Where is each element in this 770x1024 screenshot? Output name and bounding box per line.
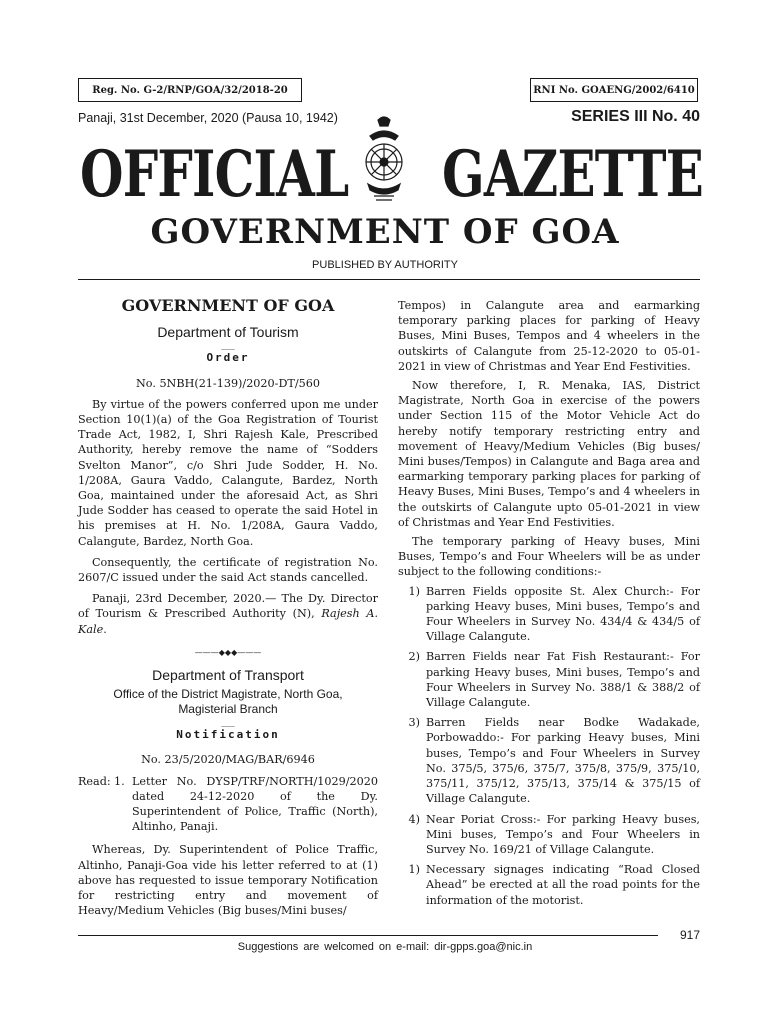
heading-dash: ___ <box>221 340 235 351</box>
registration-number-box <box>78 78 302 102</box>
department-tourism-heading: Department of Tourism <box>157 324 299 341</box>
notification-paragraph-3: The temporary parking of Heavy buses, Mini Buses, Tempo’s and Four Wheelers will be as under subject to the following conditions:- <box>398 535 700 579</box>
issue-date: Panaji, 31st December, 2020 (Pausa 10, 1942) <box>78 111 338 125</box>
section-ornament: ———◆◆◆——— <box>194 647 262 657</box>
notification-paragraph-continued: Tempos) in Calangute area and earmarking temporary parking places for parking of Heavy Buses, Mini Buses, Tempos and 4 wheelers in the outskirts of Calangute from 25-12-2020 to 05-01-2021 in view of Christmas and Year End Festivities. <box>398 299 700 373</box>
notification-label: Notification <box>176 728 280 742</box>
order-paragraph-1: By virtue of the powers conferred upon me under Section 10(1)(a) of the Goa Registration of Tourist Trade Act, 1982, I, Shri Rajesh Kale, Prescribed Authority, hereby remove the name of “Sodders Svelton Manor”, c/o Shri Jude Sodder, H. No. 1/208A, Gaura Vaddo, Calangute, Bardez, North Goa, maintained under the aforesaid Act, as Shri Jude Sodder has ceased to operate the said Hotel in his premises at H. No. 1/208A, Gaura Vaddo, Calangute, Bardez, North Goa. <box>78 397 378 548</box>
list-item: 1) Necessary signages indicating “Road Closed Ahead” be erected at all the road points for the information of the motorist. <box>408 863 700 907</box>
order-label: Order <box>206 351 250 365</box>
page-number: 917 <box>679 928 700 942</box>
list-item: 4) Near Poriat Cross:- For parking Heavy buses, Mini buses, Tempo’s and Four Wheelers in Survey No. 169/21 of Village Calangute. <box>408 812 700 856</box>
footer-divider <box>78 935 658 936</box>
masthead-official: OFFICIAL <box>80 137 349 212</box>
signatory-name: Rajesh A. Kale <box>78 607 378 636</box>
notification-number: No. 23/5/2020/MAG/BAR/6946 <box>141 753 315 767</box>
heading-dash-2: ___ <box>221 717 235 728</box>
order-number: No. 5NBH(21-139)/2020-DT/560 <box>136 376 320 390</box>
read-text: Letter No. DYSP/TRF/NORTH/1029/2020 dated 24-12-2020 of the Dy. Superintendent of Police, Traffic (North), Altinho, Panaji. <box>132 774 378 834</box>
series-number: SERIES III No. 40 <box>571 108 700 125</box>
footer-suggestions: Suggestions are welcomed on e-mail: dir-gpps.goa@nic.in <box>237 941 533 953</box>
parking-conditions-list <box>398 584 700 908</box>
masthead-gazette: GAZETTE <box>442 137 703 212</box>
right-column <box>398 298 700 913</box>
published-by-authority: PUBLISHED BY AUTHORITY <box>312 259 458 271</box>
notification-paragraph-1: Whereas, Dy. Superintendent of Police Traffic, Altinho, Panaji-Goa vide his letter referred to at (1) above has requested to issue temporary Notification for restricting entry and movement of Heavy/Medium Vehicles (Big buses/Mini buses/ <box>78 843 378 918</box>
section-heading-government: GOVERNMENT OF GOA <box>121 296 335 315</box>
registration-number: Reg. No. G-2/RNP/GOA/32/2018-20 <box>92 84 288 96</box>
list-item: 1) Barren Fields opposite St. Alex Church:- For parking Heavy buses, Mini buses, Tempo’s and Four Wheelers in Survey No. 434/4 & 434/5 of Village Calangute. <box>408 584 700 644</box>
read-reference <box>78 774 378 835</box>
left-column <box>78 296 378 919</box>
signature-end: . <box>103 622 107 636</box>
masthead <box>76 137 703 218</box>
list-item: 2) Barren Fields near Fat Fish Restaurant:- For parking Heavy buses, Mini buses, Tempo’s and Four Wheelers in Survey No. 388/1 & 388/2 of Village Calangute. <box>408 650 700 710</box>
branch-name: Magisterial Branch <box>178 702 278 717</box>
department-transport-heading: Department of Transport <box>152 667 304 684</box>
rni-number: RNI No. GOAENG/2002/6410 <box>533 84 695 96</box>
header-divider <box>78 279 700 280</box>
rni-number-box <box>530 78 698 102</box>
order-paragraph-2: Consequently, the certificate of registration No. 2607/C issued under the said Act stands cancelled. <box>78 555 378 585</box>
notification-paragraph-2: Now therefore, I, R. Menaka, IAS, District Magistrate, North Goa in exercise of the powers under Section 115 of the Motor Vehicle Act do hereby notify temporary restricting entry and movement of Heavy/Medium Vehicles (Big buses/ Mini buses/Tempos) in Calangute and Baga area and earmarking temporary parking places for parking of Heavy Buses, Mini Buses, Tempo’s and 4 wheelers in the outskirts of Calangute upto 05-01-2021 in view of Christmas and Year End Festivities. <box>398 379 700 529</box>
read-label: Read: <box>78 774 111 788</box>
list-item: 3) Barren Fields near Bodke Wadakade, Porbowaddo:- For parking Heavy buses, Mini buses, Tempo’s and Four Wheelers in Survey No. 375/5, 375/6, 375/7, 375/8, 375/9, 375/10, 375/11, 375/12, 375/13, 375/14 & 375/15 of Village Calangute. <box>408 716 700 806</box>
read-number: 1. <box>114 774 125 788</box>
government-title: GOVERNMENT OF GOA <box>150 212 620 252</box>
order-signature <box>78 591 378 637</box>
signature-text: Panaji, 23rd December, 2020.— The Dy. Director of Tourism & Prescribed Authority (N), <box>78 592 378 621</box>
office-name: Office of the District Magistrate, North Goa, <box>113 687 343 702</box>
